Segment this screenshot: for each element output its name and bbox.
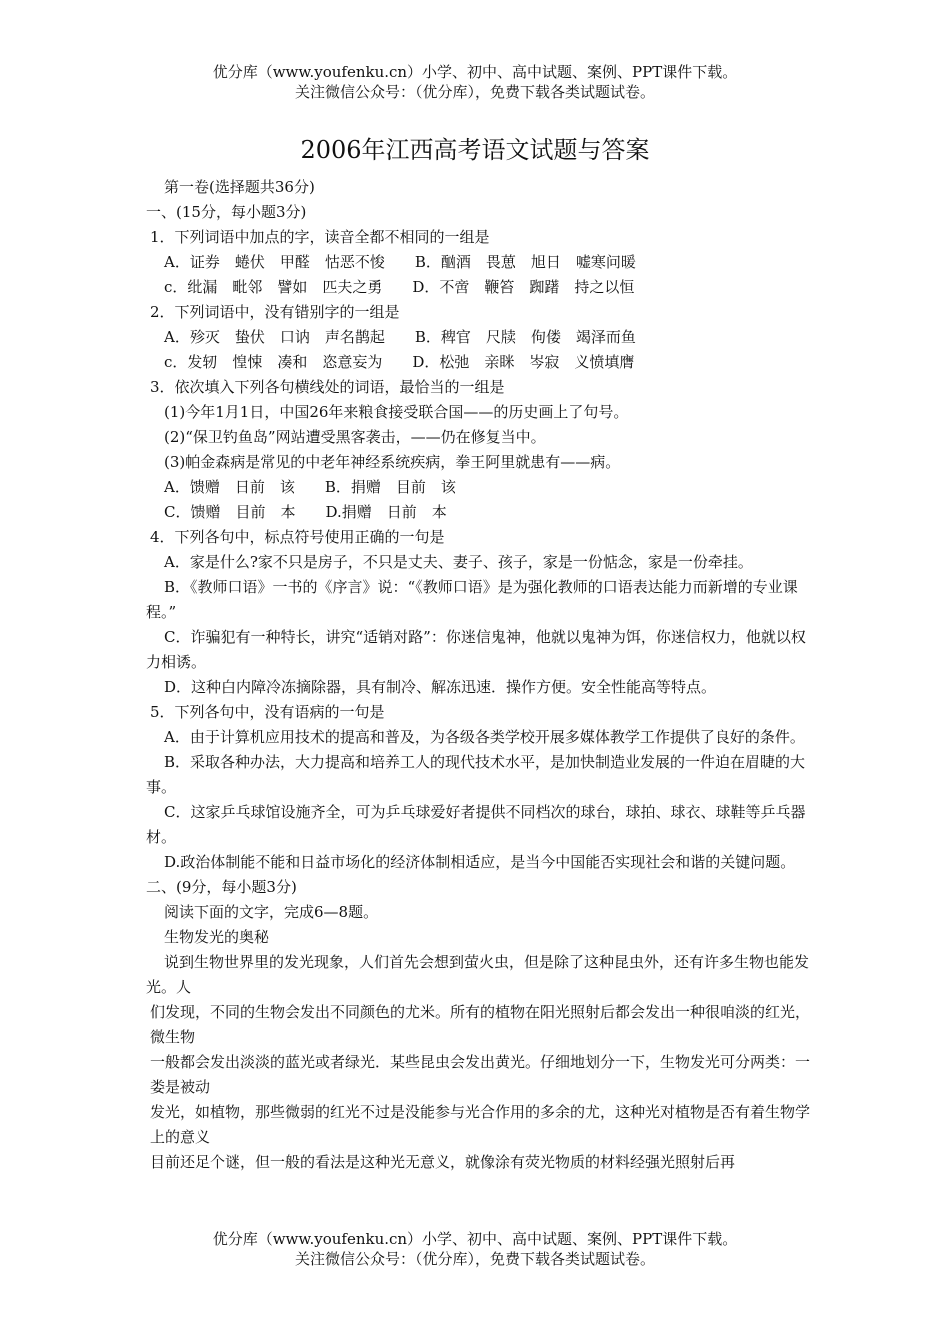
question-2-options-cd: c．发轫 惶悚 凑和 恣意妄为 D．松弛 亲眯 岑寂 义愤填膺 <box>164 353 635 371</box>
question-4-option-a: A．家是什么?家不只是房子，不只是丈夫、妻子、孩子，家是一份惦念，家是一份牵挂。 <box>164 553 753 571</box>
question-1-options-ab: A．证券 蜷伏 甲醛 怙恶不悛 B．酗酒 畏葸 旭日 嘘寒问暖 <box>164 253 636 271</box>
page-footer <box>0 1229 950 1269</box>
header-line-1: 优分库（www.youfenku.cn）小学、初中、高中试题、案例、PPT课件下载。 <box>212 63 738 81</box>
question-1-options-cd: c．纰漏 毗邻 譬如 匹夫之勇 D．不啻 鞭笞 踟躇 持之以恒 <box>164 278 635 296</box>
question-4: 4．下列各句中，标点符号使用正确的一句是 <box>150 528 445 546</box>
footer-line-2: 关注微信公众号：（优分库），免费下载各类试题试卷。 <box>294 1250 655 1268</box>
question-4-option-c: C．诈骗犯有一种特长，讲究“适销对路”：你迷信鬼神，他就以鬼神为饵，你迷信权力，他就以权力相诱。 <box>146 628 806 671</box>
reading-instruction: 阅读下面的文字，完成6—8题。 <box>164 903 379 921</box>
question-5: 5．下列各句中，没有语病的一句是 <box>150 703 385 721</box>
question-1: 1．下列词语中加点的字，读音全都不相同的一组是 <box>150 228 490 246</box>
question-3-sentence-3: (3)帕金森病是常见的中老年神经系统疾病，拳王阿里就患有——病。 <box>164 453 621 471</box>
passage-title: 生物发光的奥秘 <box>164 928 270 946</box>
section-2-heading: 二、(9分，每小题3分) <box>146 878 297 896</box>
question-5-option-d: D.政治体制能不能和日益市场化的经济体制相适应，是当今中国能否实现社会和谐的关键问题。 <box>164 853 796 871</box>
question-3-sentence-1: (1)今年1月1日，中国26年来粮食接受联合国——的历史画上了句号。 <box>164 403 629 421</box>
question-4-option-d: D．这种白内障冷冻摘除器，具有制冷、解冻迅速．操作方便。安全性能高等特点。 <box>164 678 717 696</box>
document-body <box>146 175 816 1175</box>
question-5-option-a: A．由于计算机应用技术的提高和普及，为各级各类学校开展多媒体教学工作提供了良好的条件。 <box>164 728 805 746</box>
document-title: 2006年江西高考语文试题与答案 <box>300 136 650 164</box>
question-5-option-b: B．采取各种办法，大力提高和培养工人的现代技术水平，是加快制造业发展的一件迫在眉睫的大事。 <box>146 753 806 796</box>
passage-line-5: 目前还足个谜，但一般的看法是这种光无意义，就像涂有荧光物质的材料经强光照射后再 <box>150 1153 736 1171</box>
passage-line-2: 们发现，不同的生物会发出不同颜色的尤米。所有的植物在阳光照射后都会发出一种很咱淡的红光，微生物 <box>150 1003 811 1046</box>
question-3-sentence-2: (2)“保卫钓鱼岛”网站遭受黑客袭击，——仍在修复当中。 <box>164 428 546 446</box>
passage-line-3: 一般都会发出淡淡的蓝光或者绿光．某些昆虫会发出黄光。仔细地划分一下，生物发光可分两类：一娄是被动 <box>150 1053 811 1096</box>
passage-line-4: 发光，如植物，那些微弱的红光不过是没能参与光合作用的多余的尤，这种光对植物是否有着生物学上的意义 <box>150 1103 811 1146</box>
footer-line-1: 优分库（www.youfenku.cn）小学、初中、高中试题、案例、PPT课件下载。 <box>212 1230 738 1248</box>
passage-line-1: 说到生物世界里的发光现象，人们首先会想到萤火虫，但是除了这种昆虫外，还有许多生物也能发光。人 <box>146 953 810 996</box>
page-header <box>0 62 950 102</box>
header-line-2: 关注微信公众号：（优分库），免费下载各类试题试卷。 <box>294 83 655 101</box>
question-3-options-ab: A．馈赠 日前 该 B．捐赠 目前 该 <box>164 478 456 496</box>
volume-heading: 第一卷(选择题共36分) <box>164 178 315 196</box>
question-2: 2．下列词语中，没有错别字的一组是 <box>150 303 400 321</box>
question-3-options-cd: C．馈赠 目前 本 D.捐赠 日前 本 <box>164 503 447 521</box>
section-1-heading: 一、(15分，每小题3分) <box>146 203 307 221</box>
question-3: 3．依次填入下列各句横线处的词语，最恰当的一组是 <box>150 378 505 396</box>
question-2-options-ab: A．殄灭 蛰伏 口讷 声名鹊起 B．稗官 尺牍 佝偻 竭泽而鱼 <box>164 328 636 346</box>
question-4-option-b: B．《教师口语》一书的《序言》说：“《教师口语》是为强化教师的口语表达能力而新增的专业课程。” <box>146 578 798 621</box>
question-5-option-c: C．这家乒乓球馆设施齐全，可为乒乓球爱好者提供不同档次的球台，球拍、球衣、球鞋等乒乓器材。 <box>146 803 806 846</box>
